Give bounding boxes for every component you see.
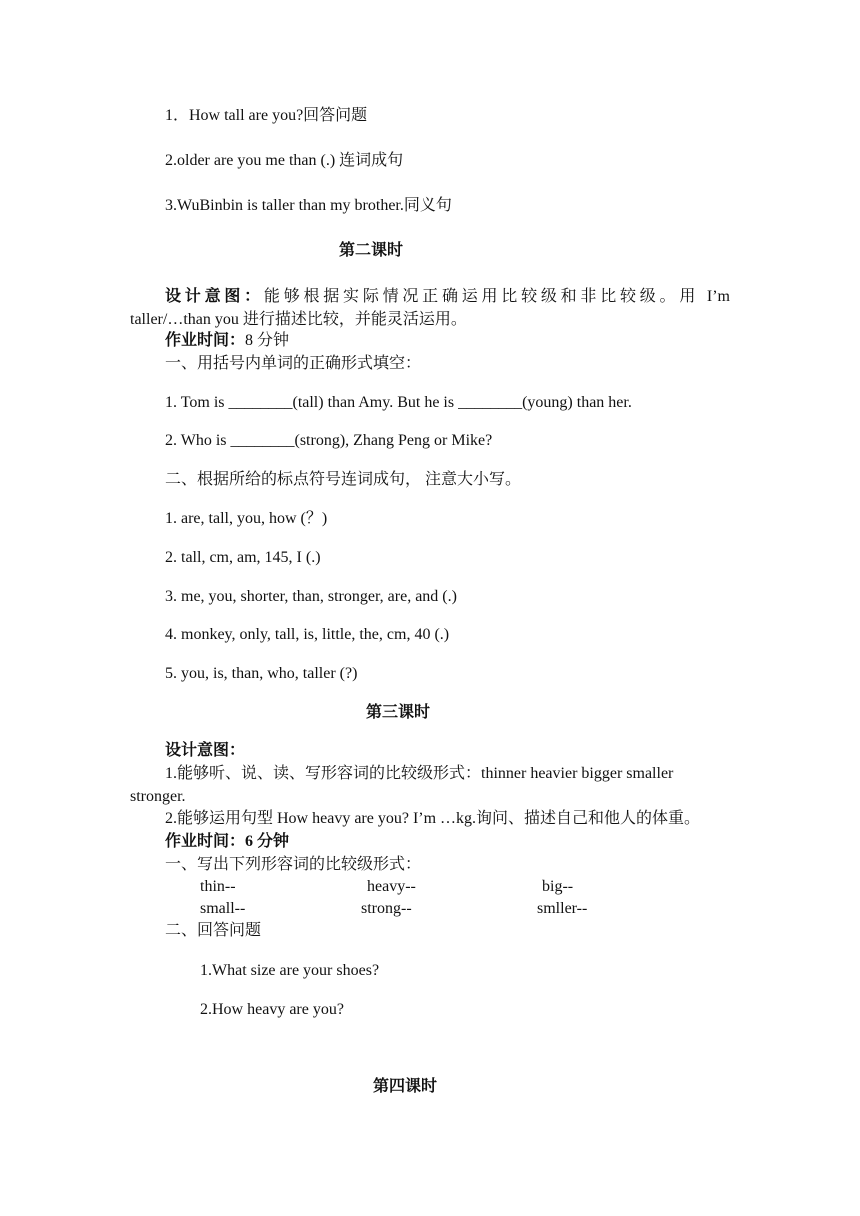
word-small: small-- (200, 900, 246, 917)
fill-item-1: 1. Tom is ________(tall) than Amy. But he is ________(young) than her. (165, 394, 632, 411)
sentence-item-4: 4. monkey, only, tall, is, little, the, cm, 40 (.) (165, 626, 450, 643)
word-strong: strong-- (361, 900, 412, 917)
fill-item-2: 2. Who is ________(strong), Zhang Peng or Mike? (165, 432, 493, 449)
lesson3-part1-heading: 一、写出下列形容词的比较级形式： (165, 856, 422, 873)
lesson2-time-label: 作业时间： (165, 332, 246, 349)
lesson3-point-2: 2.能够运用句型 How heavy are you? I’m …kg.询问、描述自己和他人的体重。 (165, 810, 701, 827)
lesson3-time (165, 832, 289, 852)
lesson2-part2-heading: 二、根据所给的标点符号连词成句， 注意大小写。 (165, 471, 522, 488)
question-2: 2.older are you me than (.) 连词成句 (165, 152, 404, 169)
question-1: 1．How tall are you?回答问题 (165, 107, 368, 124)
lesson2-design-text: 能够根据实际情况正确运用比较级和非比较级。用 I’m (263, 288, 730, 305)
sentence-item-5: 5. you, is, than, who, taller (?) (165, 665, 358, 682)
lesson3-time-label: 作业时间： (165, 833, 246, 850)
word-thin: thin-- (200, 878, 236, 895)
lesson4-title: 第四课时 (373, 1078, 438, 1095)
sentence-item-3: 3. me, you, shorter, than, stronger, are, and (.) (165, 588, 457, 605)
lesson3-title: 第三课时 (366, 704, 431, 721)
lesson2-part1-heading: 一、用括号内单词的正确形式填空： (165, 355, 422, 372)
lesson3-point-1-cont: stronger. (130, 788, 186, 805)
lesson3-question-1: 1.What size are your shoes? (200, 962, 380, 979)
lesson3-design-label: 设计意图： (165, 742, 246, 759)
lesson2-time-value: 8 分钟 (245, 332, 290, 349)
lesson2-time (165, 331, 289, 351)
lesson2-title: 第二课时 (339, 242, 404, 259)
word-smller: smller-- (537, 900, 588, 917)
word-big: big-- (542, 878, 574, 895)
word-heavy: heavy-- (367, 878, 416, 895)
lesson2-design-text-cont: taller/…than you 进行描述比较，并能灵活运用。 (130, 311, 467, 328)
lesson3-point-1: 1.能够听、说、读、写形容词的比较级形式：thinner heavier bigger smaller (165, 765, 674, 782)
lesson2-design-line (165, 287, 730, 307)
sentence-item-2: 2. tall, cm, am, 145, I (.) (165, 549, 321, 566)
sentence-item-1: 1. are, tall, you, how (？) (165, 510, 328, 527)
lesson3-part2-heading: 二、回答问题 (165, 922, 262, 939)
question-3: 3.WuBinbin is taller than my brother.同义句 (165, 197, 452, 214)
lesson2-design-label: 设计意图： (165, 288, 264, 305)
lesson3-time-value: 6 分钟 (245, 833, 290, 850)
lesson3-question-2: 2.How heavy are you? (200, 1001, 344, 1018)
